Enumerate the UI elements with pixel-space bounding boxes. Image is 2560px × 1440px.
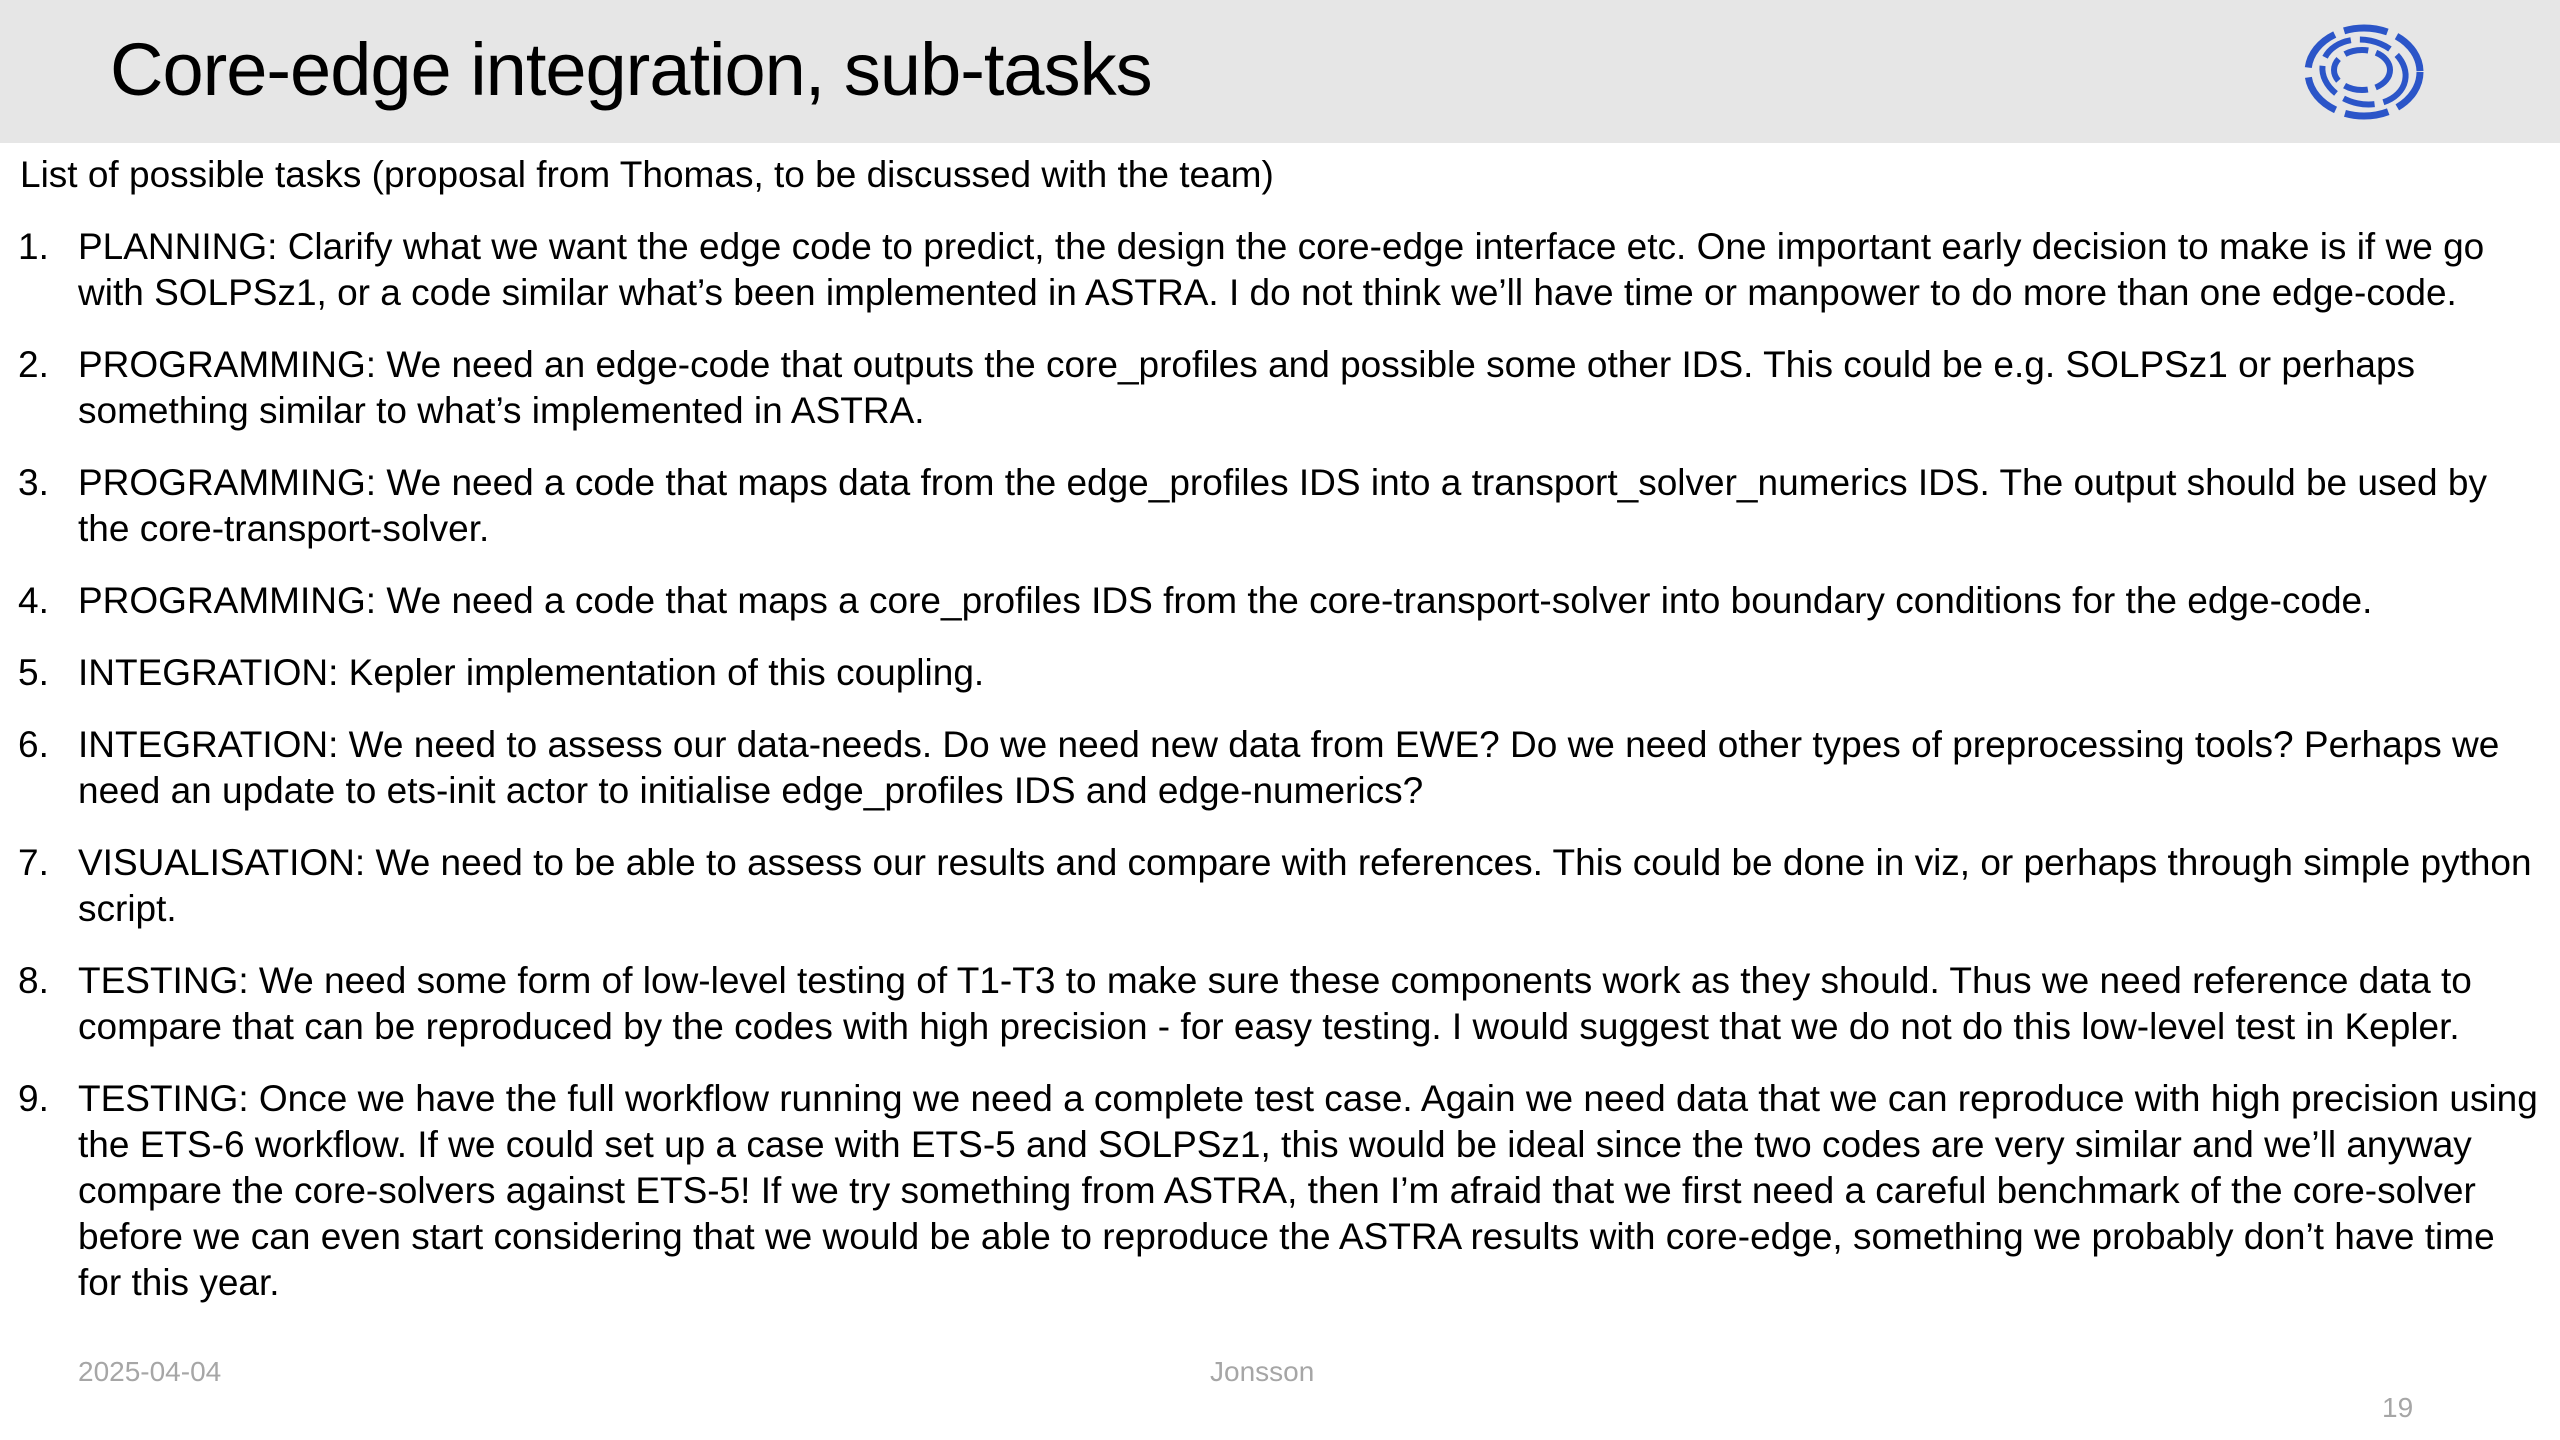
footer-date: 2025-04-04	[78, 1356, 222, 1387]
task-list	[18, 224, 2548, 1332]
list-item-number: 5.	[18, 652, 49, 693]
page-number: 19	[2382, 1392, 2414, 1423]
footer-author: Jonsson	[1210, 1356, 1315, 1387]
list-item-text: PROGRAMMING: We need an edge-code that outputs the core_profiles and possible some other IDS. This could be e.g. SOLPSz1 or perhaps something similar to what’s implemented in ASTRA.	[78, 344, 2416, 431]
list-item-number: 9.	[18, 1078, 49, 1119]
list-item	[18, 460, 2548, 552]
intro-text: List of possible tasks (proposal from Thomas, to be discussed with the team)	[20, 154, 1274, 195]
list-item	[18, 224, 2548, 316]
list-item	[18, 650, 2548, 696]
list-item-number: 6.	[18, 724, 49, 765]
list-item-number: 2.	[18, 344, 49, 385]
list-item-number: 8.	[18, 960, 49, 1001]
list-item-number: 7.	[18, 842, 49, 883]
list-item-text: VISUALISATION: We need to be able to assess our results and compare with references. This could be done in viz, or perhaps through simple python script.	[78, 842, 2532, 929]
list-item	[18, 342, 2548, 434]
list-item-text: INTEGRATION: Kepler implementation of this coupling.	[78, 652, 985, 693]
list-item-text: PROGRAMMING: We need a code that maps a core_profiles IDS from the core-transport-solver into boundary conditions for the edge-code.	[78, 580, 2373, 621]
slide-title: Core-edge integration, sub-tasks	[110, 28, 1152, 111]
list-item-text: TESTING: We need some form of low-level testing of T1-T3 to make sure these components work as they should. Thus we need reference data to compare that can be reproduced by the codes with high precision - for easy testing. I would suggest that we do not do this low-level test in Kepler.	[78, 960, 2472, 1047]
list-item-text: INTEGRATION: We need to assess our data-needs. Do we need new data from EWE? Do we need other types of preprocessing tools? Perhaps we need an update to ets-init actor to initialise edge_profiles IDS and edge-numerics?	[78, 724, 2500, 811]
list-item	[18, 578, 2548, 624]
list-item-number: 1.	[18, 226, 49, 267]
slide-header	[0, 0, 2560, 143]
organization-logo-icon	[2302, 20, 2426, 124]
list-item-text: TESTING: Once we have the full workflow running we need a complete test case. Again we need data that we can reproduce with high precision using the ETS-6 workflow. If we could set up a case with ETS-5 and SOLPSz1, this would be ideal since the two codes are very similar and we’ll anyway compare the core-solvers against ETS-5! If we try something from ASTRA, then I’m afraid that we first need a careful benchmark of the core-solver before we can even start considering that we would be able to reproduce the ASTRA results with core-edge, something we probably don’t have time for this year.	[78, 1078, 2538, 1303]
list-item-text: PROGRAMMING: We need a code that maps data from the edge_profiles IDS into a transport_solver_numerics IDS. The output should be used by the core-transport-solver.	[78, 462, 2487, 549]
list-item	[18, 722, 2548, 814]
list-item-text: PLANNING: Clarify what we want the edge code to predict, the design the core-edge interface etc. One important early decision to make is if we go with SOLPSz1, or a code similar what’s been implemented in ASTRA. I do not think we’ll have time or manpower to do more than one edge-code.	[78, 226, 2485, 313]
list-item	[18, 958, 2548, 1050]
list-item-number: 4.	[18, 580, 49, 621]
list-item	[18, 1076, 2548, 1306]
list-item-number: 3.	[18, 462, 49, 503]
list-item	[18, 840, 2548, 932]
